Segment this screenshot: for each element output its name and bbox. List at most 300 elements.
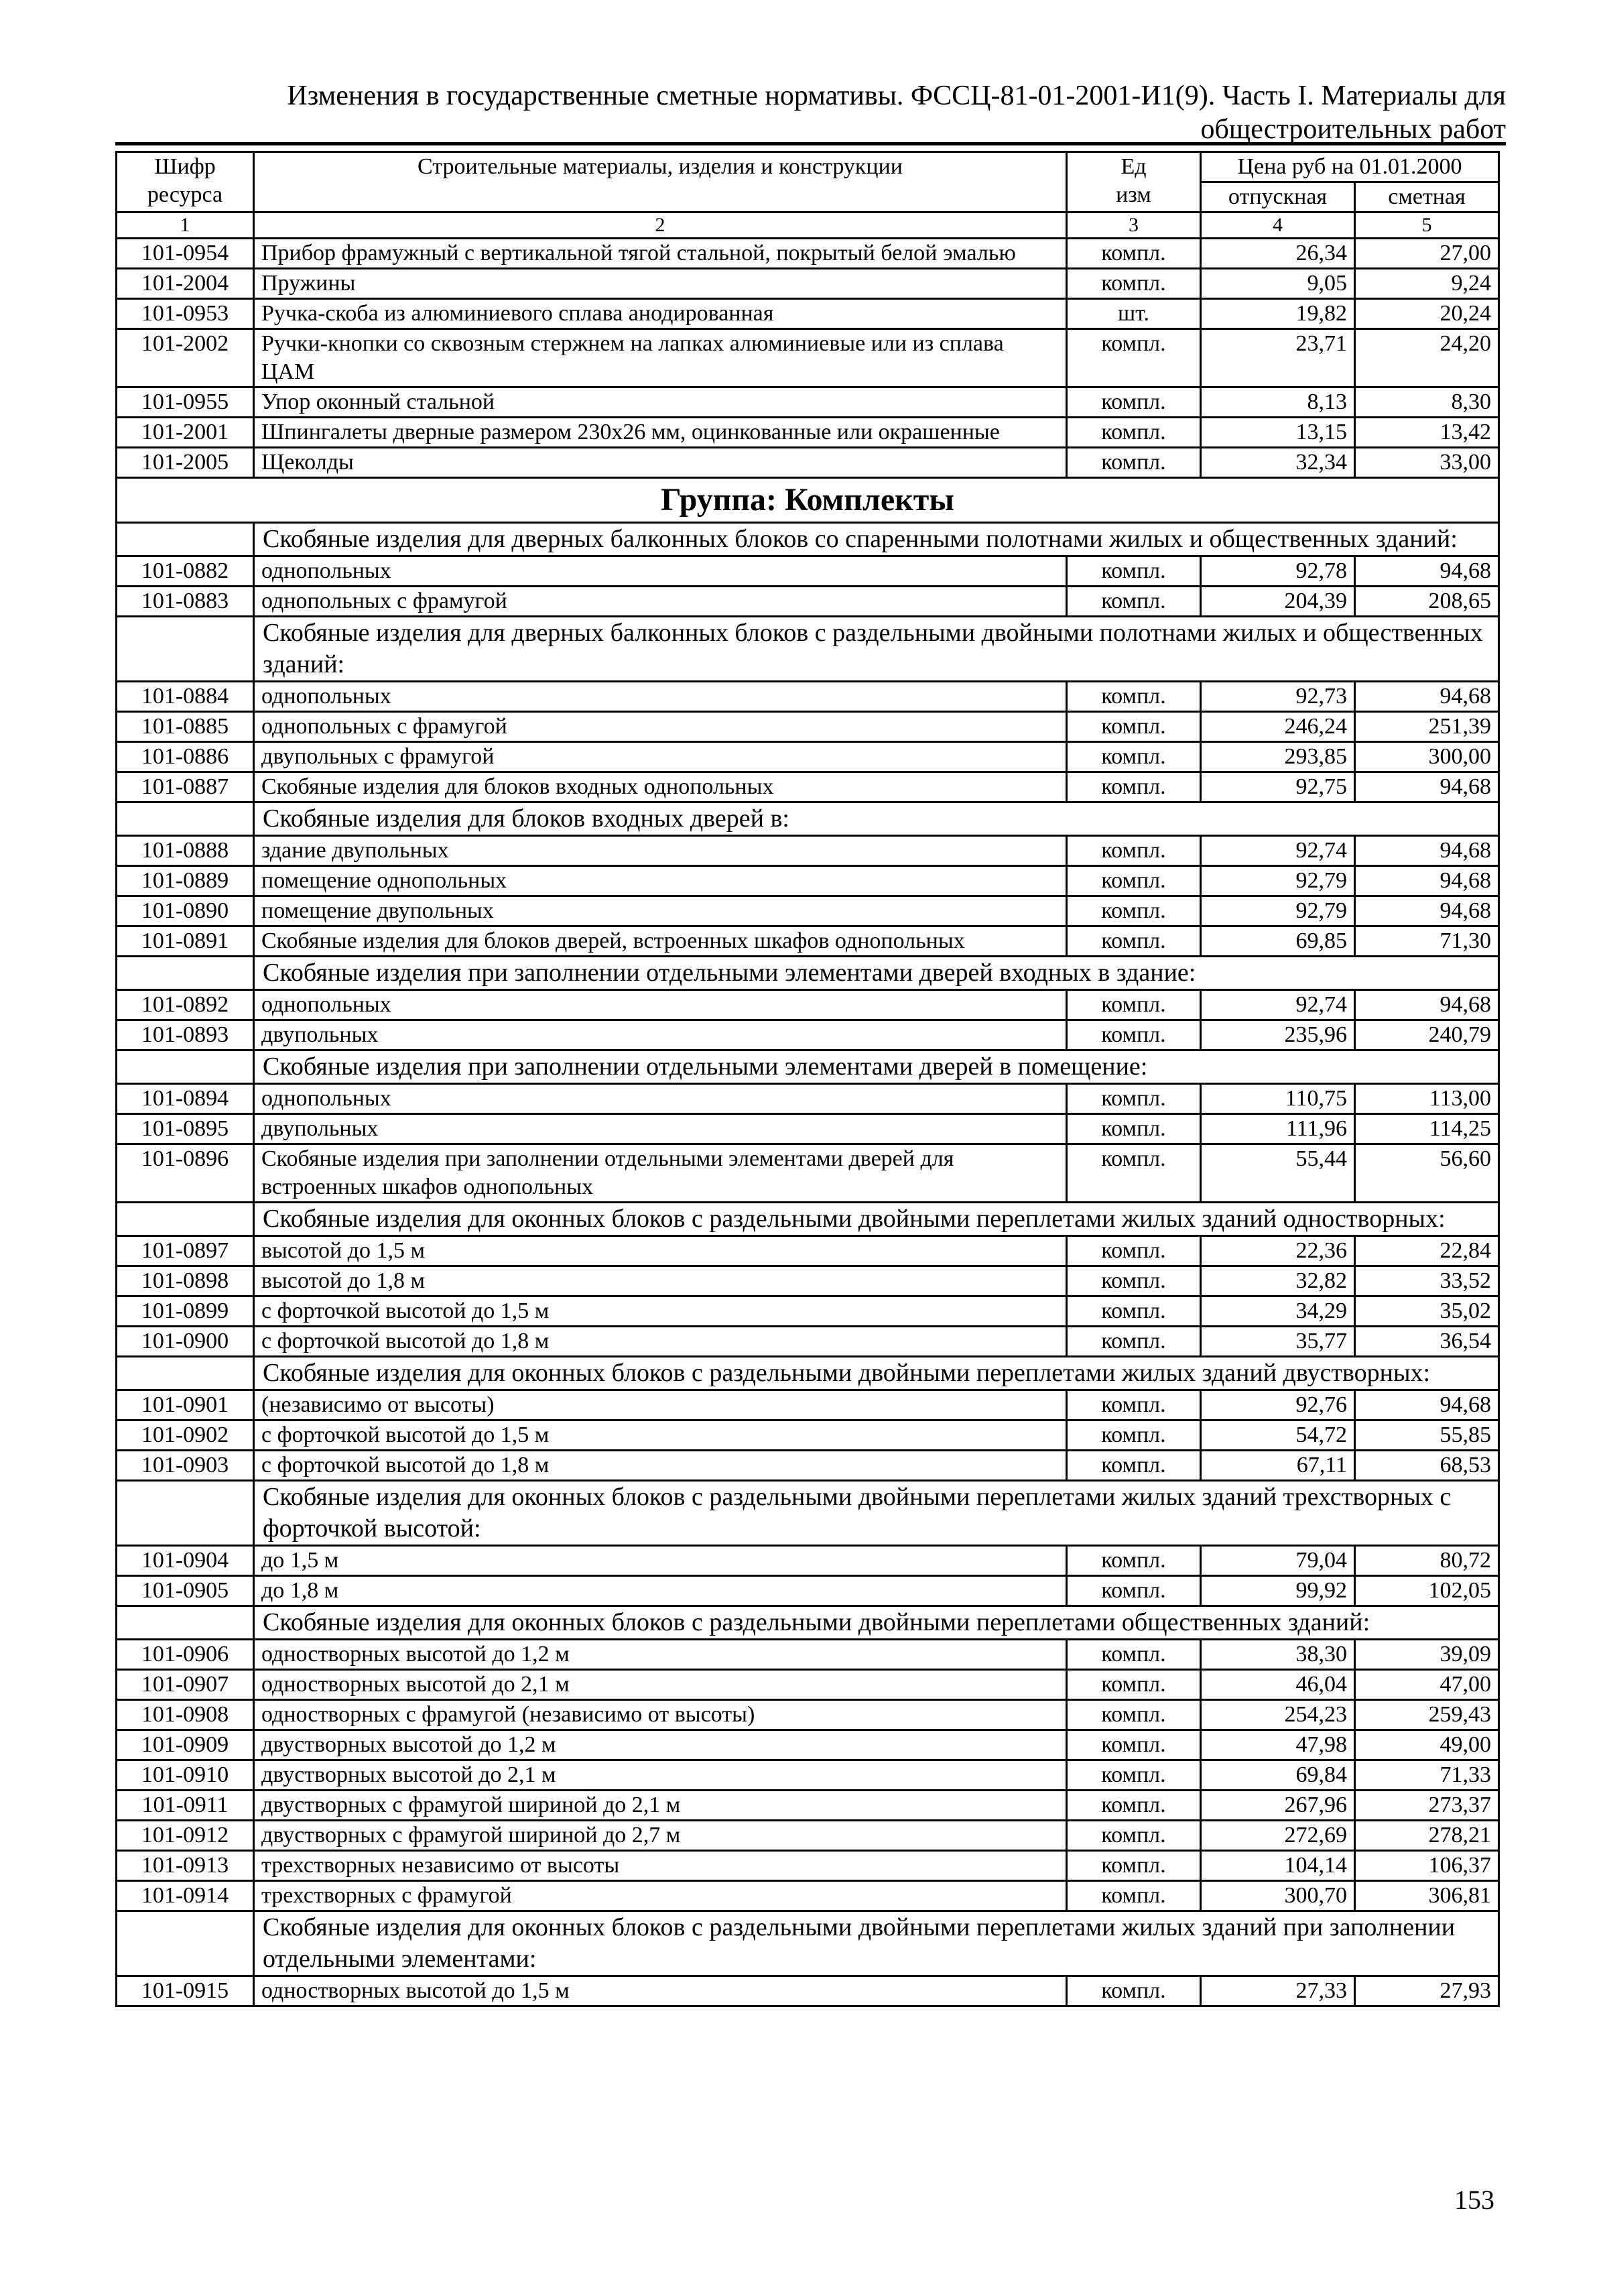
table-row: [117, 587, 1499, 617]
resource-code: 101-0954: [117, 239, 254, 269]
estimate-price: 68,53: [1355, 1451, 1499, 1481]
material-name: Ручка-скоба из алюминиевого сплава анодированная: [254, 299, 1067, 329]
unit-cell: компл.: [1067, 1114, 1201, 1144]
material-name: с форточкой высотой до 1,5 м: [254, 1421, 1067, 1451]
table-row: [117, 239, 1499, 269]
resource-code: 101-0898: [117, 1266, 254, 1296]
column-number-5: 5: [1355, 213, 1499, 239]
estimate-price: 39,09: [1355, 1640, 1499, 1670]
release-price: 92,74: [1201, 990, 1355, 1020]
column-number-3: 3: [1067, 213, 1201, 239]
estimate-price: 273,37: [1355, 1791, 1499, 1821]
release-price: 267,96: [1201, 1791, 1355, 1821]
release-price: 13,15: [1201, 418, 1355, 448]
release-price: 92,78: [1201, 556, 1355, 587]
estimate-price: 300,00: [1355, 742, 1499, 772]
resource-code: 101-0897: [117, 1236, 254, 1266]
unit-cell: компл.: [1067, 682, 1201, 712]
estimate-price: 33,00: [1355, 448, 1499, 478]
release-price: 35,77: [1201, 1327, 1355, 1357]
resource-code: 101-0913: [117, 1851, 254, 1881]
column-number-2: 2: [254, 213, 1067, 239]
release-price: 254,23: [1201, 1700, 1355, 1730]
release-price: 300,70: [1201, 1881, 1355, 1911]
subgroup-code-cell: [117, 957, 254, 990]
unit-cell: компл.: [1067, 387, 1201, 418]
release-price: 9,05: [1201, 269, 1355, 299]
material-name: Щеколды: [254, 448, 1067, 478]
material-name: двупольных: [254, 1114, 1067, 1144]
release-price: 67,11: [1201, 1451, 1355, 1481]
resource-code: 101-0891: [117, 926, 254, 957]
table-row: [117, 1421, 1499, 1451]
release-price: 246,24: [1201, 712, 1355, 742]
unit-cell: компл.: [1067, 866, 1201, 896]
release-price: 99,92: [1201, 1576, 1355, 1606]
header-unit: [1067, 152, 1201, 213]
subgroup-row: [117, 617, 1499, 682]
unit-cell: шт.: [1067, 299, 1201, 329]
material-name: трехстворных независимо от высоты: [254, 1851, 1067, 1881]
estimate-price: 278,21: [1355, 1821, 1499, 1851]
subgroup-row: [117, 1606, 1499, 1640]
estimate-price: 208,65: [1355, 587, 1499, 617]
table-row: [117, 1390, 1499, 1421]
release-price: 19,82: [1201, 299, 1355, 329]
material-name: с форточкой высотой до 1,5 м: [254, 1296, 1067, 1327]
page-number: 153: [1454, 2185, 1494, 2215]
unit-cell: компл.: [1067, 329, 1201, 387]
estimate-price: 22,84: [1355, 1236, 1499, 1266]
release-price: 110,75: [1201, 1084, 1355, 1114]
unit-cell: компл.: [1067, 1821, 1201, 1851]
header-price: Цена руб на 01.01.2000: [1201, 152, 1499, 182]
table-row: [117, 712, 1499, 742]
resource-code: 101-0906: [117, 1640, 254, 1670]
header-title-line2: общестроительных работ: [1200, 114, 1506, 145]
subgroup-row: [117, 1203, 1499, 1236]
unit-cell: компл.: [1067, 1670, 1201, 1700]
table-row: [117, 926, 1499, 957]
unit-cell: компл.: [1067, 1296, 1201, 1327]
table-row: [117, 1881, 1499, 1911]
release-price: 92,79: [1201, 896, 1355, 926]
release-price: 22,36: [1201, 1236, 1355, 1266]
resource-code: 101-0901: [117, 1390, 254, 1421]
release-price: 92,73: [1201, 682, 1355, 712]
release-price: 92,76: [1201, 1390, 1355, 1421]
material-name: Ручки-кнопки со сквозным стержнем на лапках алюминиевые или из сплава ЦАМ: [254, 329, 1067, 387]
material-name: двустворных с фрамугой шириной до 2,1 м: [254, 1791, 1067, 1821]
unit-cell: компл.: [1067, 1700, 1201, 1730]
header-code: [117, 152, 254, 213]
table-row: [117, 269, 1499, 299]
material-name: помещение однопольных: [254, 866, 1067, 896]
material-name: Пружины: [254, 269, 1067, 299]
unit-cell: компл.: [1067, 1020, 1201, 1050]
table-row: [117, 329, 1499, 387]
estimate-price: 35,02: [1355, 1296, 1499, 1327]
material-name: двупольных с фрамугой: [254, 742, 1067, 772]
estimate-price: 55,85: [1355, 1421, 1499, 1451]
resource-code: 101-0905: [117, 1576, 254, 1606]
release-price: 54,72: [1201, 1421, 1355, 1451]
material-name: одностворных высотой до 1,5 м: [254, 1976, 1067, 2006]
unit-cell: компл.: [1067, 1881, 1201, 1911]
unit-cell: компл.: [1067, 239, 1201, 269]
estimate-price: 94,68: [1355, 682, 1499, 712]
table-row: [117, 896, 1499, 926]
material-name: до 1,5 м: [254, 1546, 1067, 1576]
unit-cell: компл.: [1067, 1640, 1201, 1670]
subgroup-code-cell: [117, 617, 254, 682]
subgroup-code-cell: [117, 1050, 254, 1084]
subgroup-title: Скобяные изделия для оконных блоков с раздельными двойными переплетами жилых зданий двустворных:: [254, 1357, 1499, 1390]
unit-cell: компл.: [1067, 448, 1201, 478]
resource-code: 101-0896: [117, 1144, 254, 1203]
resource-code: 101-0904: [117, 1546, 254, 1576]
resource-code: 101-0888: [117, 836, 254, 866]
subgroup-code-cell: [117, 1203, 254, 1236]
resource-code: 101-0883: [117, 587, 254, 617]
page-header: [115, 79, 1506, 146]
release-price: 111,96: [1201, 1114, 1355, 1144]
material-name: однопольных: [254, 682, 1067, 712]
table-row: [117, 1144, 1499, 1203]
resource-code: 101-0911: [117, 1791, 254, 1821]
subgroup-row: [117, 1911, 1499, 1976]
material-name: двустворных с фрамугой шириной до 2,7 м: [254, 1821, 1067, 1851]
release-price: 92,75: [1201, 772, 1355, 802]
release-price: 23,71: [1201, 329, 1355, 387]
material-name: двустворных высотой до 2,1 м: [254, 1760, 1067, 1791]
estimate-price: 8,30: [1355, 387, 1499, 418]
estimate-price: 251,39: [1355, 712, 1499, 742]
estimate-price: 24,20: [1355, 329, 1499, 387]
unit-cell: компл.: [1067, 1791, 1201, 1821]
resource-code: 101-0884: [117, 682, 254, 712]
resource-code: 101-0902: [117, 1421, 254, 1451]
unit-cell: компл.: [1067, 556, 1201, 587]
estimate-price: 71,30: [1355, 926, 1499, 957]
resource-code: 101-0914: [117, 1881, 254, 1911]
estimate-price: 94,68: [1355, 836, 1499, 866]
estimate-price: 240,79: [1355, 1020, 1499, 1050]
estimate-price: 33,52: [1355, 1266, 1499, 1296]
estimate-price: 94,68: [1355, 556, 1499, 587]
table-row: [117, 556, 1499, 587]
estimate-price: 94,68: [1355, 1390, 1499, 1421]
table-row: [117, 418, 1499, 448]
unit-cell: компл.: [1067, 1576, 1201, 1606]
estimate-price: 114,25: [1355, 1114, 1499, 1144]
resource-code: 101-0889: [117, 866, 254, 896]
table-row: [117, 387, 1499, 418]
table-row: [117, 866, 1499, 896]
material-name: Скобяные изделия для блоков входных однопольных: [254, 772, 1067, 802]
header-unit-line2: изм: [1116, 182, 1151, 207]
material-name: одностворных высотой до 2,1 м: [254, 1670, 1067, 1700]
unit-cell: компл.: [1067, 1760, 1201, 1791]
unit-cell: компл.: [1067, 836, 1201, 866]
resource-code: 101-0900: [117, 1327, 254, 1357]
release-price: 69,84: [1201, 1760, 1355, 1791]
estimate-price: 306,81: [1355, 1881, 1499, 1911]
material-name: Скобяные изделия для блоков дверей, встроенных шкафов однопольных: [254, 926, 1067, 957]
estimate-price: 94,68: [1355, 866, 1499, 896]
resource-code: 101-0893: [117, 1020, 254, 1050]
table-row: [117, 682, 1499, 712]
estimate-price: 49,00: [1355, 1730, 1499, 1760]
unit-cell: компл.: [1067, 712, 1201, 742]
unit-cell: компл.: [1067, 1730, 1201, 1760]
header-release-price: отпускная: [1201, 182, 1355, 213]
estimate-price: 113,00: [1355, 1084, 1499, 1114]
release-price: 104,14: [1201, 1851, 1355, 1881]
table-row: [117, 1084, 1499, 1114]
resource-code: 101-0903: [117, 1451, 254, 1481]
header-estimate-price: сметная: [1355, 182, 1499, 213]
release-price: 27,33: [1201, 1976, 1355, 2006]
subgroup-code-cell: [117, 1606, 254, 1640]
table-row: [117, 1821, 1499, 1851]
resource-code: 101-0894: [117, 1084, 254, 1114]
material-name: двустворных высотой до 1,2 м: [254, 1730, 1067, 1760]
unit-cell: компл.: [1067, 1327, 1201, 1357]
release-price: 32,82: [1201, 1266, 1355, 1296]
material-name: до 1,8 м: [254, 1576, 1067, 1606]
subgroup-title: Скобяные изделия для блоков входных дверей в:: [254, 802, 1499, 836]
table-row: [117, 1327, 1499, 1357]
table-row: [117, 1114, 1499, 1144]
estimate-price: 27,00: [1355, 239, 1499, 269]
resource-code: 101-0910: [117, 1760, 254, 1791]
column-number-1: 1: [117, 213, 254, 239]
material-name: однопольных: [254, 990, 1067, 1020]
estimate-price: 20,24: [1355, 299, 1499, 329]
header-unit-line1: Ед: [1121, 154, 1147, 179]
subgroup-title: Скобяные изделия при заполнении отдельными элементами дверей в помещение:: [254, 1050, 1499, 1084]
table-body: [117, 239, 1499, 2006]
estimate-price: 36,54: [1355, 1327, 1499, 1357]
resource-code: 101-2001: [117, 418, 254, 448]
release-price: 92,74: [1201, 836, 1355, 866]
release-price: 47,98: [1201, 1730, 1355, 1760]
table-row: [117, 742, 1499, 772]
release-price: 34,29: [1201, 1296, 1355, 1327]
release-price: 293,85: [1201, 742, 1355, 772]
material-name: Прибор фрамужный с вертикальной тягой стальной, покрытый белой эмалью: [254, 239, 1067, 269]
table-row: [117, 1640, 1499, 1670]
resource-code: 101-2005: [117, 448, 254, 478]
unit-cell: компл.: [1067, 1236, 1201, 1266]
resource-code: 101-0895: [117, 1114, 254, 1144]
table-row: [117, 1236, 1499, 1266]
subgroup-code-cell: [117, 523, 254, 556]
unit-cell: компл.: [1067, 1851, 1201, 1881]
subgroup-row: [117, 1357, 1499, 1390]
table-row: [117, 1791, 1499, 1821]
material-name: однопольных: [254, 556, 1067, 587]
unit-cell: компл.: [1067, 1546, 1201, 1576]
header-code-line2: ресурса: [147, 182, 223, 207]
release-price: 38,30: [1201, 1640, 1355, 1670]
release-price: 32,34: [1201, 448, 1355, 478]
resource-code: 101-0953: [117, 299, 254, 329]
estimate-price: 102,05: [1355, 1576, 1499, 1606]
subgroup-title: Скобяные изделия для оконных блоков с раздельными двойными переплетами общественных зданий:: [254, 1606, 1499, 1640]
estimate-price: 80,72: [1355, 1546, 1499, 1576]
resource-code: 101-0899: [117, 1296, 254, 1327]
unit-cell: компл.: [1067, 1976, 1201, 2006]
material-name: однопольных: [254, 1084, 1067, 1114]
resource-code: 101-0955: [117, 387, 254, 418]
table-row: [117, 1670, 1499, 1700]
table-row: [117, 990, 1499, 1020]
table-row: [117, 1760, 1499, 1791]
resource-code: 101-0887: [117, 772, 254, 802]
table-row: [117, 1851, 1499, 1881]
column-number-4: 4: [1201, 213, 1355, 239]
estimate-price: 9,24: [1355, 269, 1499, 299]
material-name: высотой до 1,5 м: [254, 1236, 1067, 1266]
resource-code: 101-0886: [117, 742, 254, 772]
estimate-price: 94,68: [1355, 896, 1499, 926]
header-code-line1: Шифр: [154, 154, 216, 179]
release-price: 46,04: [1201, 1670, 1355, 1700]
table-row: [117, 772, 1499, 802]
material-name: Скобяные изделия при заполнении отдельными элементами дверей для встроенных шкафов однопольных: [254, 1144, 1067, 1203]
material-name: помещение двупольных: [254, 896, 1067, 926]
unit-cell: компл.: [1067, 990, 1201, 1020]
subgroup-row: [117, 1481, 1499, 1546]
unit-cell: компл.: [1067, 1084, 1201, 1114]
material-name: высотой до 1,8 м: [254, 1266, 1067, 1296]
table-row: [117, 299, 1499, 329]
table-row: [117, 1576, 1499, 1606]
unit-cell: компл.: [1067, 1451, 1201, 1481]
estimate-price: 27,93: [1355, 1976, 1499, 2006]
estimate-price: 94,68: [1355, 990, 1499, 1020]
resource-code: 101-0908: [117, 1700, 254, 1730]
resource-code: 101-0892: [117, 990, 254, 1020]
release-price: 69,85: [1201, 926, 1355, 957]
material-name: здание двупольных: [254, 836, 1067, 866]
resource-code: 101-0907: [117, 1670, 254, 1700]
subgroup-code-cell: [117, 1911, 254, 1976]
unit-cell: компл.: [1067, 1144, 1201, 1203]
unit-cell: компл.: [1067, 269, 1201, 299]
release-price: 235,96: [1201, 1020, 1355, 1050]
materials-table: [115, 151, 1500, 2007]
estimate-price: 94,68: [1355, 772, 1499, 802]
material-name: одностворных с фрамугой (независимо от высоты): [254, 1700, 1067, 1730]
release-price: 26,34: [1201, 239, 1355, 269]
material-name: Упор оконный стальной: [254, 387, 1067, 418]
estimate-price: 56,60: [1355, 1144, 1499, 1203]
material-name: с форточкой высотой до 1,8 м: [254, 1451, 1067, 1481]
release-price: 79,04: [1201, 1546, 1355, 1576]
release-price: 55,44: [1201, 1144, 1355, 1203]
material-name: одностворных высотой до 1,2 м: [254, 1640, 1067, 1670]
unit-cell: компл.: [1067, 1266, 1201, 1296]
unit-cell: компл.: [1067, 1421, 1201, 1451]
subgroup-code-cell: [117, 802, 254, 836]
estimate-price: 47,00: [1355, 1670, 1499, 1700]
material-name: (независимо от высоты): [254, 1390, 1067, 1421]
table-row: [117, 1296, 1499, 1327]
material-name: с форточкой высотой до 1,8 м: [254, 1327, 1067, 1357]
group-title: Группа: Комплекты: [117, 478, 1499, 523]
table-row: [117, 1730, 1499, 1760]
estimate-price: 71,33: [1355, 1760, 1499, 1791]
release-price: 272,69: [1201, 1821, 1355, 1851]
resource-code: 101-0885: [117, 712, 254, 742]
subgroup-title: Скобяные изделия при заполнении отдельными элементами дверей входных в здание:: [254, 957, 1499, 990]
header-rule: [115, 142, 1506, 145]
unit-cell: компл.: [1067, 742, 1201, 772]
resource-code: 101-0882: [117, 556, 254, 587]
subgroup-title: Скобяные изделия для оконных блоков с раздельными двойными переплетами жилых зданий при заполнении отдельными элементами:: [254, 1911, 1499, 1976]
unit-cell: компл.: [1067, 587, 1201, 617]
table-row: [117, 1546, 1499, 1576]
estimate-price: 106,37: [1355, 1851, 1499, 1881]
subgroup-code-cell: [117, 1357, 254, 1390]
table-row: [117, 1020, 1499, 1050]
subgroup-title: Скобяные изделия для оконных блоков с раздельными двойными переплетами жилых зданий трехстворных с форточкой высотой:: [254, 1481, 1499, 1546]
subgroup-title: Скобяные изделия для оконных блоков с раздельными двойными переплетами жилых зданий одностворных:: [254, 1203, 1499, 1236]
resource-code: 101-2002: [117, 329, 254, 387]
estimate-price: 259,43: [1355, 1700, 1499, 1730]
release-price: 8,13: [1201, 387, 1355, 418]
table-row: [117, 1700, 1499, 1730]
subgroup-row: [117, 957, 1499, 990]
table-row: [117, 836, 1499, 866]
resource-code: 101-0912: [117, 1821, 254, 1851]
material-name: двупольных: [254, 1020, 1067, 1050]
resource-code: 101-0890: [117, 896, 254, 926]
subgroup-row: [117, 1050, 1499, 1084]
unit-cell: компл.: [1067, 772, 1201, 802]
subgroup-row: [117, 523, 1499, 556]
unit-cell: компл.: [1067, 1390, 1201, 1421]
material-name: однопольных с фрамугой: [254, 587, 1067, 617]
material-name: Шпингалеты дверные размером 230х26 мм, оцинкованные или окрашенные: [254, 418, 1067, 448]
table-row: [117, 1451, 1499, 1481]
table-row: [117, 1976, 1499, 2006]
subgroup-code-cell: [117, 1481, 254, 1546]
material-name: трехстворных с фрамугой: [254, 1881, 1067, 1911]
unit-cell: компл.: [1067, 926, 1201, 957]
subgroup-row: [117, 802, 1499, 836]
table-row: [117, 1266, 1499, 1296]
resource-code: 101-0909: [117, 1730, 254, 1760]
release-price: 92,79: [1201, 866, 1355, 896]
subgroup-title: Скобяные изделия для дверных балконных блоков со спаренными полотнами жилых и общественных зданий:: [254, 523, 1499, 556]
group-row: [117, 478, 1499, 523]
release-price: 204,39: [1201, 587, 1355, 617]
table-row: [117, 448, 1499, 478]
material-name: однопольных с фрамугой: [254, 712, 1067, 742]
header-title-line1: Изменения в государственные сметные нормативы. ФССЦ-81-01-2001-И1(9). Часть I. Материалы для: [287, 80, 1506, 111]
resource-code: 101-2004: [117, 269, 254, 299]
resource-code: 101-0915: [117, 1976, 254, 2006]
subgroup-title: Скобяные изделия для дверных балконных блоков с раздельными двойными полотнами жилых и общественных зданий:: [254, 617, 1499, 682]
unit-cell: компл.: [1067, 418, 1201, 448]
header-material: Строительные материалы, изделия и конструкции: [254, 152, 1067, 213]
estimate-price: 13,42: [1355, 418, 1499, 448]
unit-cell: компл.: [1067, 896, 1201, 926]
